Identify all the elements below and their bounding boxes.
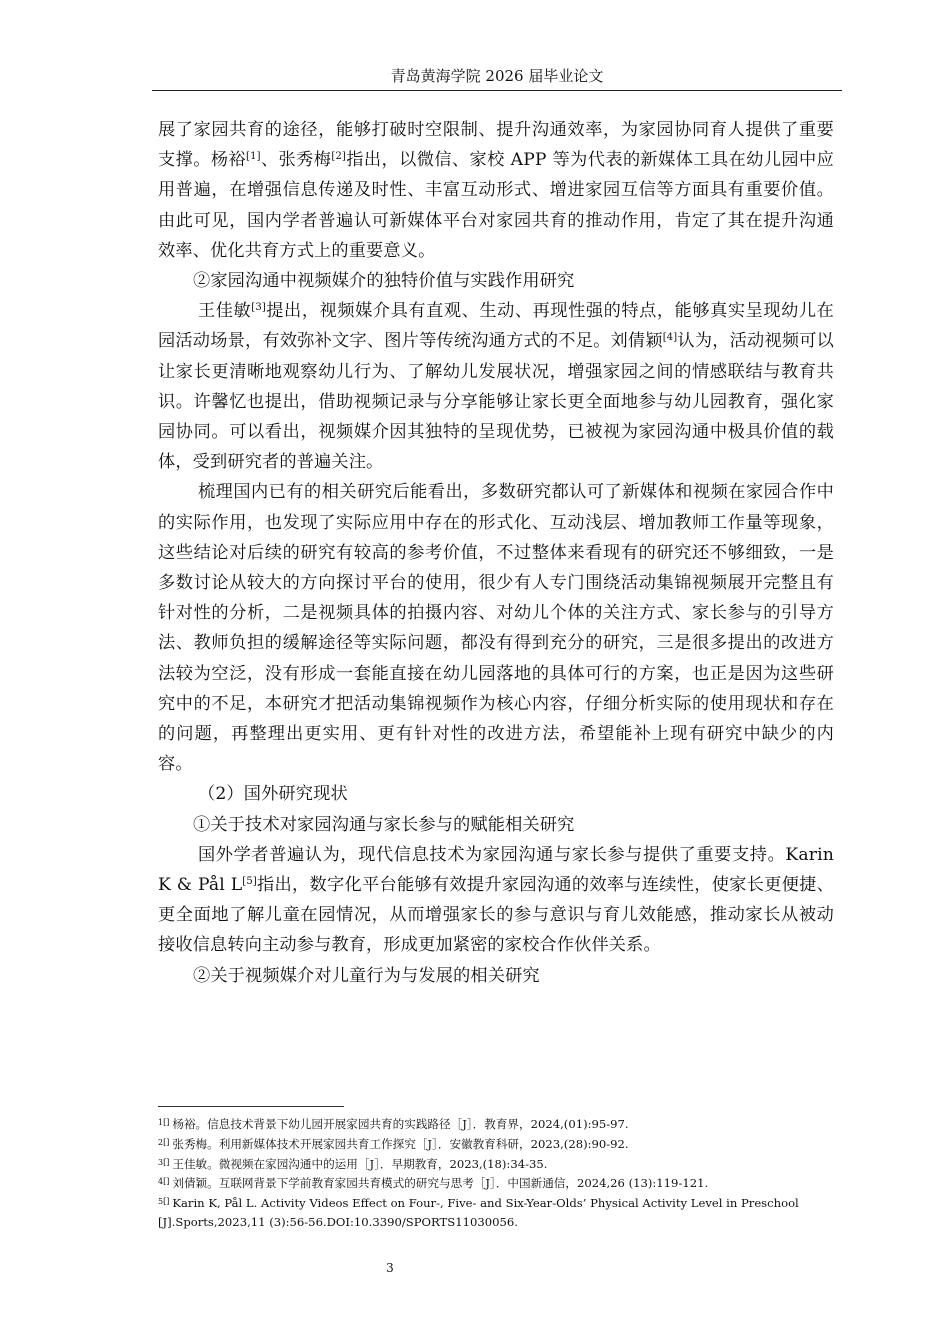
footnote-mark: 1[] [158,1118,170,1127]
footnote-text: 张秀梅。利用新媒体技术开展家园共育工作探究［J］．安徽教育科研，2023,(28):90-92. [172,1136,629,1151]
footnote-text: 王佳敏。微视频在家园沟通中的运用［J］．早期教育，2023,(18):34-35. [172,1156,548,1171]
footnote-mark: 5[] [158,1197,170,1207]
footnote-separator [158,1106,344,1107]
footnote-mark: 3[] [158,1157,170,1167]
citation-ref: [5] [242,876,257,888]
citation-ref: [3] [251,302,266,314]
paragraph-new-media-review [158,115,834,266]
paragraph-text: 王佳敏 [198,301,252,322]
subheading-video-children: ②关于视频媒介对儿童行为与发展的相关研究 [193,965,540,986]
footnote-text: 刘倩颖。互联网背景下学前教育家园共育模式的研究与思考［J］．中国新通信，2024,26 (13):119-121. [172,1176,709,1191]
footnote [158,1154,842,1174]
footnote-text: Karin K, Pål L. Activity Videos Effect on Four-, Five- and Six-Year-Olds’ Physical Activity Level in Preschool [J].Sports,2023,11 (3):56-56.DOI:10.3390/SPORTS11030056. [158,1196,799,1229]
subheading-technology: ①关于技术对家园沟通与家长参与的赋能相关研究 [193,814,575,835]
citation-ref: [4] [662,332,678,344]
section-heading-foreign: （2）国外研究现状 [198,784,348,805]
paragraph-video-value [158,296,834,477]
paragraph-text: 、张秀梅 [260,150,332,171]
footnote [158,1193,842,1232]
paragraph-text: 展了家园共育的途径，能够打破时空限制、提升沟通效率，为家园协同育人提供了重要支撑。杨裕 [158,120,834,171]
paragraph-text: 指出，数字化平台能够有效提升家园沟通的效率与连续性，使家长更便捷、更全面地了解儿童在园情况，从而增强家长的参与意识与育儿效能感，推动家长从被动接收信息转向主动参与教育，形成更加紧密的家校合作伙伴关系。 [158,875,834,956]
footnote-text: 杨裕。信息技术背景下幼儿园开展家园共育的实践路径［J］．教育界，2024,(01):95-97. [172,1117,629,1131]
paragraph-text: 认为，活动视频可以让家长更清晰地观察幼儿行为、了解幼儿发展状况，增强家园之间的情感联结与教育共识。许馨忆也提出，借助视频记录与分享能够让家长更全面地参与幼儿园教育，强化家园协同。可以看出，视频媒介因其独特的呈现优势，已被视为家园沟通中极具价值的载体，受到研究者的普遍关注。 [158,331,834,473]
paragraph-technology [158,840,834,961]
footnote-mark: 2[] [158,1137,170,1147]
page-number: 3 [386,1261,394,1275]
paragraph-text: 提出，视频媒介具有直观、生动、再现性强的特点，能够真实呈现幼儿在园活动场景，有效弥补文字、图片等传统沟通方式的不足。刘倩颖 [158,301,834,352]
header-rule [152,90,842,91]
running-header: 青岛黄海学院 2026 届毕业论文 [390,67,604,85]
footnote-mark: 4[] [158,1177,170,1187]
citation-ref: [1] [246,151,261,163]
paragraph-domestic-summary: 梳理国内已有的相关研究后能看出，多数研究都认可了新媒体和视频在家园合作中的实际作用，也发现了实际应用中存在的形式化、互动浅层、增加教师工作量等现象，这些结论对后续的研究有较高的参考价值，不过整体来看现有的研究还不够细致，一是多数讨论从较大的方向探讨平台的使用，很少有人专门围绕活动集锦视频展开完整且有针对性的分析，二是视频具体的拍摄内容、对幼儿个体的关注方式、家长参与的引导方法、教师负担的缓解途径等实际问题，都没有得到充分的研究，三是很多提出的改进方法较为空泛，没有形成一套能直接在幼儿园落地的具体可行的方案，也正是因为这些研究中的不足，本研究才把活动集锦视频作为核心内容，仔细分析实际的使用现状和存在的问题，再整理出更实用、更有针对性的改进方法，希望能补上现有研究中缺少的内容。 [158,482,834,775]
subheading-video-value: ②家园沟通中视频媒介的独特价值与实践作用研究 [193,271,575,292]
paragraph-text: 国外学者普遍认为，现代信息技术为家园沟通与家长参与提供了重要支持。Karin K & Pål L [158,844,834,896]
body-text [158,115,834,991]
footnote [158,1173,842,1193]
footnotes [158,1114,842,1232]
paragraph-text: 指出，以微信、家校 APP 等为代表的新媒体工具在幼儿园中应用普遍，在增强信息传递及时性、丰富互动形式、增进家园互信等方面具有重要价值。由此可见，国内学者普遍认可新媒体平台对家园共育的推动作用，肯定了其在提升沟通效率、优化共育方式上的重要意义。 [158,150,834,261]
citation-ref: [2] [331,151,347,163]
footnote [158,1114,842,1134]
footnote [158,1134,842,1154]
